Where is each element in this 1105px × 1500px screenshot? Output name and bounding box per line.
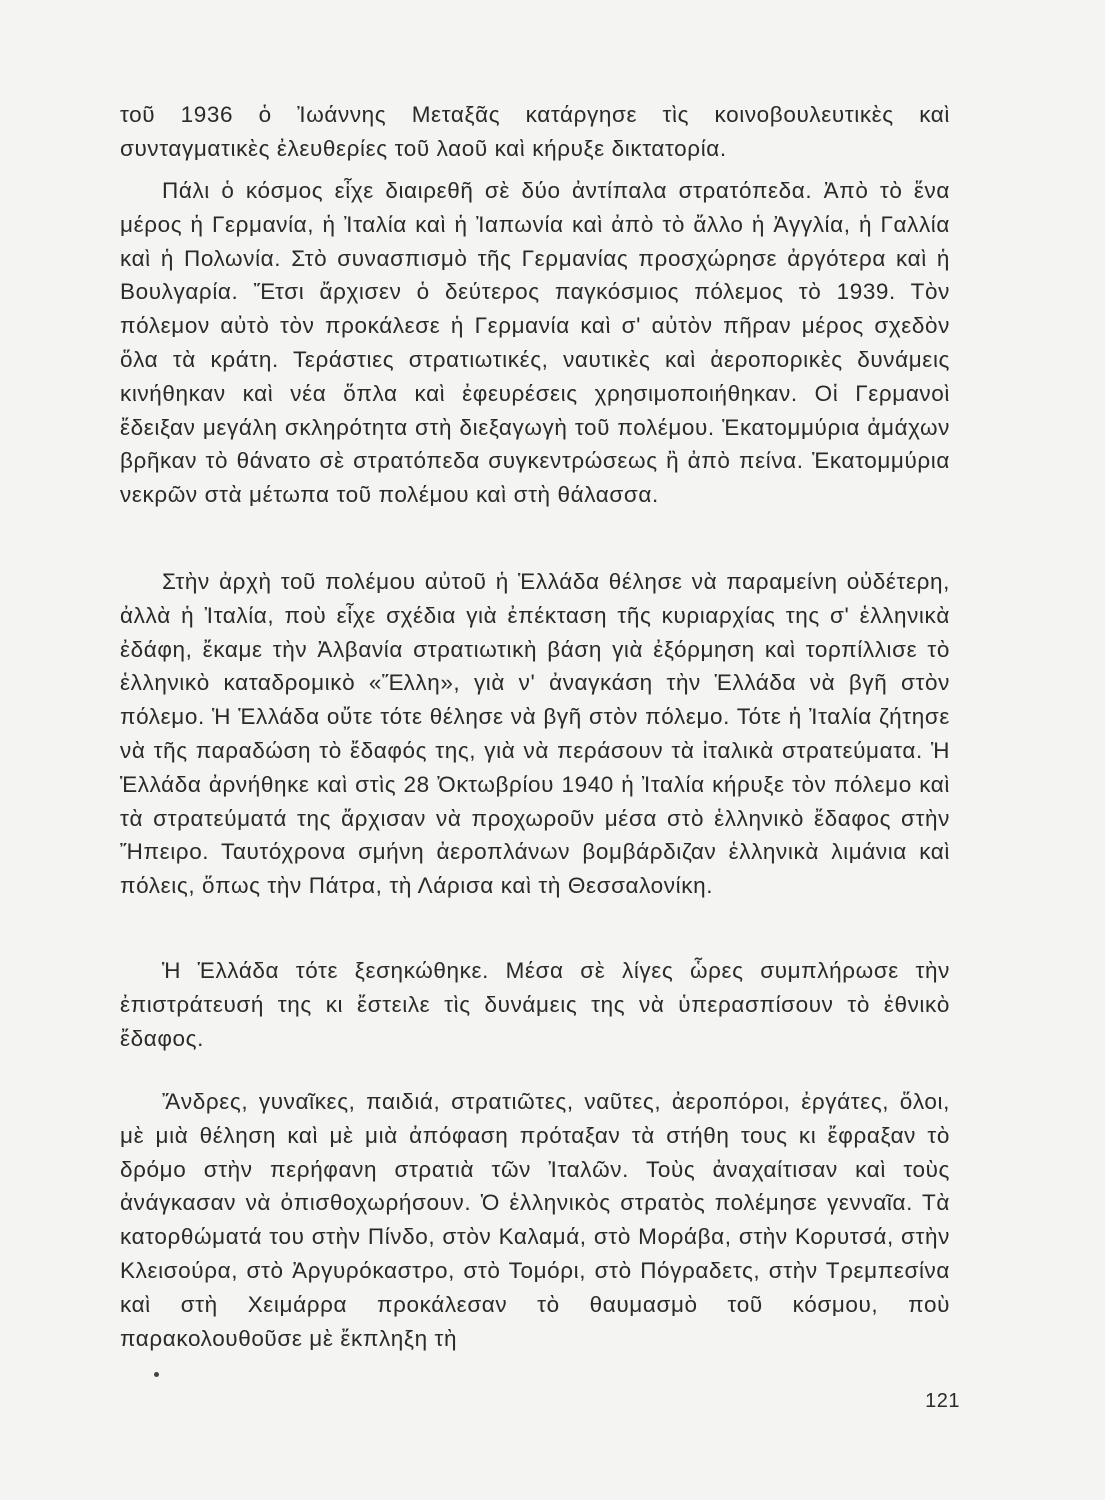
paragraph-world-war-outbreak: Πάλι ὁ κόσμος εἶχε διαιρεθῆ σὲ δύο ἀντίπαλα στρατόπεδα. Ἀπὸ τὸ ἕνα μέρος ἡ Γερμανία, ἡ Ἰταλία καὶ ἡ Ἰαπωνία καὶ ἀπὸ τὸ ἄλλο ἡ Ἀγγλία, ἡ Γαλλία καὶ ἡ Πολωνία. Στὸ συνασπισμὸ τῆς Γερμανίας προσχώρησε ἀργότερα καὶ ἡ Βουλγαρία. Ἔτσι ἄρχισεν ὁ δεύτερος παγκόσμιος πόλεμος τὸ 1939. Τὸν πόλεμον αὐτὸ τὸν προκάλεσε ἡ Γερμανία καὶ σ' αὐτὸν πῆραν μέρος σχεδὸν ὅλα τὰ κράτη. Τεράστιες στρατιωτικές, ναυτικὲς καὶ ἀεροπορικὲς δυνάμεις κινήθηκαν καὶ νέα ὅπλα καὶ ἐφευρέσεις χρησιμοποιήθηκαν. Οἱ Γερμανοὶ ἔδειξαν μεγάλη σκληρότητα στὴ διεξαγωγὴ τοῦ πολέμου. Ἑκατομμύρια ἀμάχων βρῆκαν τὸ θάνατο σὲ στρατόπεδα συγκεντρώσεως ἢ ἀπὸ πείνα. Ἑκατομμύρια νεκρῶν στὰ μέτωπα τοῦ πολέμου καὶ στὴ θάλασσα.	[120, 178, 950, 508]
paragraph-continuation: τοῦ 1936 ὁ Ἰωάννης Μεταξᾶς κατάργησε τὶς κοινοβουλευτικὲς καὶ συνταγματικὲς ἐλευθερίες τοῦ λαοῦ καὶ κήρυξε δικτατορία.	[120, 102, 950, 161]
paragraph-mobilization: Ἡ Ἑλλάδα τότε ξεσηκώθηκε. Μέσα σὲ λίγες ὧρες συμπλήρωσε τὴν ἐπιστράτευσή της κι ἔστειλε τὶς δυνάμεις της νὰ ὑπερασπίσουν τὸ ἐθνικὸ ἔδαφος.	[120, 958, 950, 1051]
ink-speck	[154, 1372, 159, 1377]
paragraph-resistance: Ἄνδρες, γυναῖκες, παιδιά, στρατιῶτες, ναῦτες, ἀεροπόροι, ἐργάτες, ὅλοι, μὲ μιὰ θέληση καὶ μὲ μιὰ ἀπόφαση πρόταξαν τὰ στήθη τους κι ἔφραξαν τὸ δρόμο στὴν περήφανη στρατιὰ τῶν Ἰταλῶν. Τοὺς ἀναχαίτισαν καὶ τοὺς ἀνάγκασαν νὰ ὀπισθοχωρήσουν. Ὁ ἑλληνικὸς στρατὸς πολέμησε γενναῖα. Τὰ κατορθώματά του στὴν Πίνδο, στὸν Καλαμά, στὸ Μοράβα, στὴν Κορυτσά, στὴν Κλεισούρα, στὸ Ἀργυρόκαστρο, στὸ Τομόρι, στὸ Πόγραδετς, στὴν Τρεμπεσίνα καὶ στὴ Χειμάρρα προκάλεσαν τὸ θαυμασμὸ τοῦ κόσμου, ποὺ παρακολουθοῦσε μὲ ἔκπληξη τὴ	[120, 1089, 950, 1351]
paragraph-greek-neutrality: Στὴν ἀρχὴ τοῦ πολέμου αὐτοῦ ἡ Ἑλλάδα θέλησε νὰ παραμείνη οὐδέτερη, ἀλλὰ ἡ Ἰταλία, ποὺ εἶχε σχέδια γιὰ ἐπέκταση τῆς κυριαρχίας της σ' ἑλληνικὰ ἐδάφη, ἔκαμε τὴν Ἀλβανία στρατιωτικὴ βάση γιὰ ἐξόρμηση καὶ τορπίλλισε τὸ ἑλληνικὸ καταδρομικὸ «Ἕλλη», γιὰ ν' ἀναγκάση τὴν Ἑλλάδα νὰ βγῆ στὸν πόλεμο. Ἡ Ἑλλάδα οὔτε τότε θέλησε νὰ βγῆ στὸν πόλεμο. Τότε ἡ Ἰταλία ζήτησε νὰ τῆς παραδώση τὸ ἔδαφός της, γιὰ νὰ περάσουν τὰ ἰταλικὰ στρατεύματα. Ἡ Ἑλλάδα ἀρνήθηκε καὶ στὶς 28 Ὀκτωβρίου 1940 ἡ Ἰταλία κήρυξε τὸν πόλεμο καὶ τὰ στρατεύματά της ἄρχισαν νὰ προχωροῦν μέσα στὸ ἑλληνικὸ ἔδαφος στὴν Ἤπειρο. Ταυτόχρονα σμήνη ἀεροπλάνων βομβάρδιζαν ἑλληνικὰ λιμάνια καὶ πόλεις, ὅπως τὴν Πάτρα, τὴ Λάρισα καὶ τὴ Θεσσαλονίκη.	[120, 569, 950, 899]
page-number: 121	[925, 1390, 960, 1412]
